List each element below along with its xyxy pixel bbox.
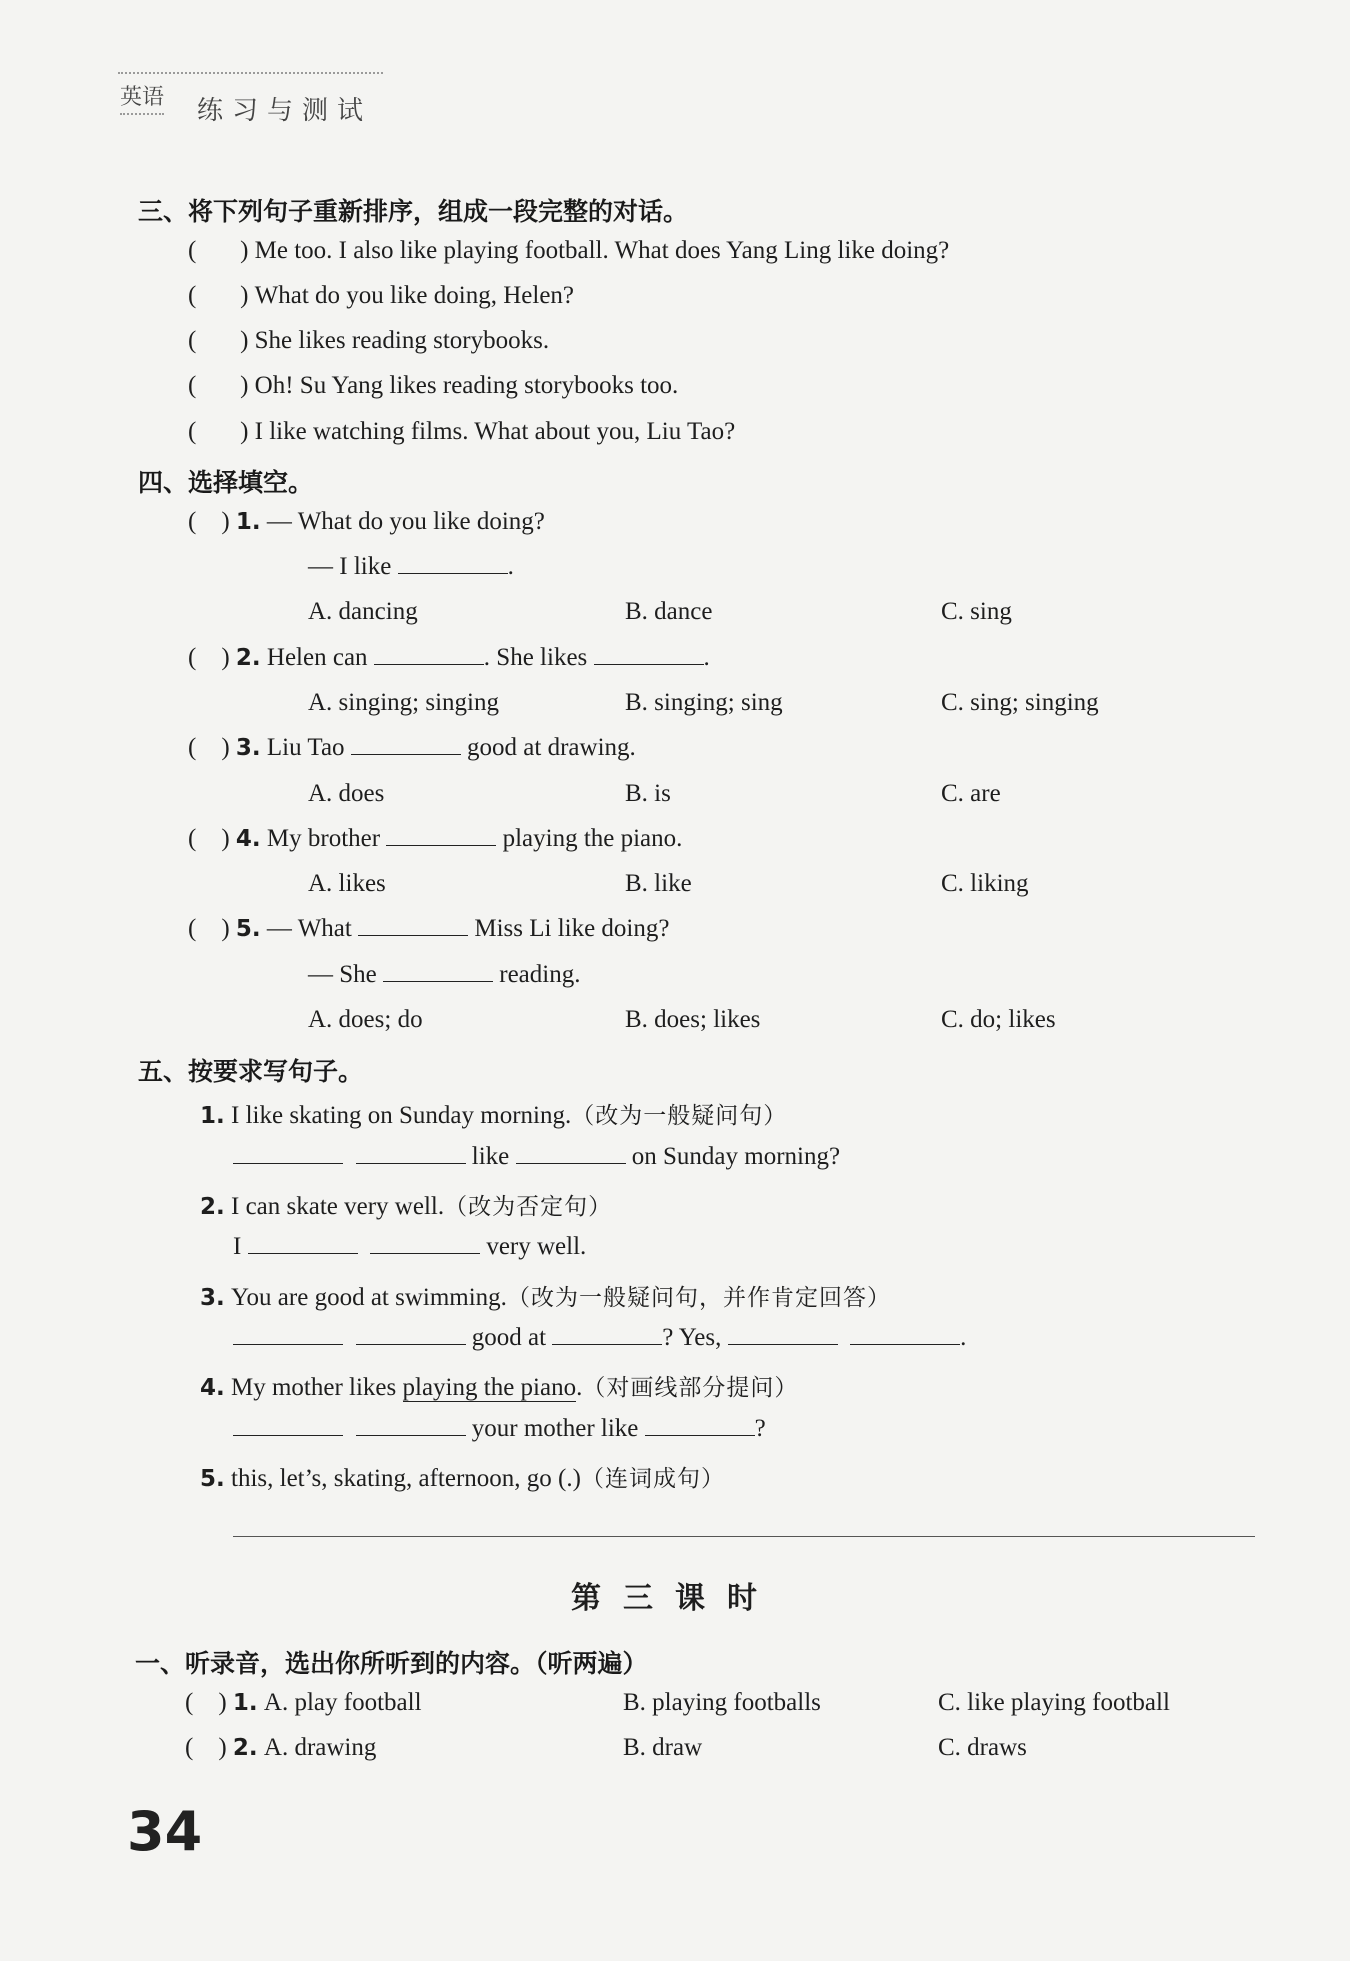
section1-q1 [185,1689,422,1717]
question-text: You are good at swimming. [231,1284,507,1311]
fill-blank[interactable] [351,734,461,755]
answer-bracket[interactable]: ( ) [185,1689,227,1716]
instruction-hint: （改为否定句） [444,1194,613,1220]
section4-q1 [188,508,545,536]
answer-text: I [233,1233,242,1260]
section5-q1-answer [233,1143,840,1171]
header-dotted-rule [118,72,383,74]
answer-text: ? [754,1415,766,1442]
fill-blank[interactable] [645,1415,755,1436]
question-text: playing the piano. [502,825,683,852]
answer-text: your mother like [471,1415,639,1442]
section3-line-5 [188,418,735,446]
question-text: . She likes [483,644,588,671]
fill-blank[interactable] [370,1233,480,1254]
question-text: — What do you like doing? [266,508,545,535]
answer-bracket[interactable]: ( ) [188,734,230,761]
section4-q4 [188,825,682,853]
answer-line[interactable] [233,1536,1255,1537]
question-text: . [576,1374,583,1401]
option-b: B. is [625,780,671,807]
section5-q2-answer [233,1233,586,1261]
option-b: B. dance [625,598,713,625]
question-text: — What [266,915,352,942]
option-b: B. playing footballs [623,1689,821,1716]
option-a: A. play football [263,1689,422,1716]
lesson-title: 第三课时 [571,1581,779,1616]
question-text: . [703,644,710,671]
answer-text: ? Yes, [662,1324,722,1351]
question-number: 5. [200,1466,225,1492]
question-number: 1. [235,509,261,535]
fill-blank[interactable] [233,1143,343,1164]
fill-blank[interactable] [383,961,493,982]
section3-line-4 [188,372,678,400]
dialogue-sentence: Me too. I also like playing football. What does Yang Ling like doing? [254,237,950,264]
dialogue-sentence: I like watching films. What about you, Liu Tao? [254,418,736,445]
option-c: C. do; likes [941,1006,1056,1033]
question-text: . [507,553,514,580]
answer-text: very well. [486,1233,587,1260]
option-c: C. draws [938,1734,1027,1761]
answer-text: like [471,1143,510,1170]
fill-blank[interactable] [728,1324,838,1345]
answer-bracket[interactable]: ( ) [188,644,230,671]
option-a: A. does; do [308,1006,423,1033]
fill-blank[interactable] [233,1324,343,1345]
answer-bracket[interactable]: ( ) [188,915,230,942]
section5-q5 [200,1460,725,1493]
question-number: 3. [235,735,261,761]
question-number: 1. [232,1690,258,1716]
answer-bracket[interactable]: ( ) [188,508,230,535]
fill-blank[interactable] [356,1415,466,1436]
question-number: 4. [235,826,261,852]
option-b: B. draw [623,1734,703,1761]
answer-bracket[interactable]: ( ) [188,327,249,354]
question-text: — I like [308,553,392,580]
question-text: Liu Tao [266,734,345,761]
option-c: C. liking [941,870,1029,897]
option-c: C. sing [941,598,1012,625]
option-b: B. like [625,870,692,897]
section5-q4-answer [233,1415,766,1443]
question-text: Helen can [266,644,368,671]
question-number: 1. [200,1103,225,1129]
section5-q1 [200,1097,787,1130]
section3-line-2 [188,282,574,310]
question-number: 5. [235,916,261,942]
question-number: 2. [232,1735,258,1761]
section4-q3 [188,734,636,762]
section1-q2 [185,1734,376,1762]
page-number: 34 [127,1800,203,1863]
question-number: 3. [200,1285,225,1311]
fill-blank[interactable] [233,1415,343,1436]
fill-blank[interactable] [516,1143,626,1164]
question-number: 2. [200,1194,225,1220]
section3-line-3 [188,327,549,355]
question-text: Miss Li like doing? [474,915,670,942]
fill-blank[interactable] [358,915,468,936]
underlined-phrase: playing the piano [402,1374,577,1401]
question-text: this, let’s, skating, afternoon, go (.) [231,1465,581,1492]
section5-q4 [200,1369,798,1402]
section5-title: 五、按要求写句子。 [138,1057,364,1086]
option-c: C. are [941,780,1001,807]
fill-blank[interactable] [374,644,484,665]
section4-q5 [188,915,669,943]
fill-blank[interactable] [398,553,508,574]
answer-bracket[interactable]: ( ) [188,372,249,399]
answer-bracket[interactable]: ( ) [185,1734,227,1761]
section5-q2 [200,1188,612,1221]
dialogue-sentence: Oh! Su Yang likes reading storybooks too. [254,372,679,399]
option-b: B. singing; sing [625,689,783,716]
section4-q5-line2 [308,961,580,989]
fill-blank[interactable] [248,1233,358,1254]
instruction-hint: （改为一般疑问句） [571,1103,788,1129]
question-number: 4. [200,1375,225,1401]
answer-bracket[interactable]: ( ) [188,282,249,309]
question-text: reading. [499,961,581,988]
fill-blank[interactable] [386,825,496,846]
answer-bracket[interactable]: ( ) [188,237,249,264]
dialogue-sentence: She likes reading storybooks. [254,327,550,354]
option-a: A. drawing [263,1734,377,1761]
section1-title: 一、听录音，选出你所听到的内容。（听两遍） [135,1649,648,1678]
section3-line-1 [188,237,949,265]
fill-blank[interactable] [356,1324,466,1345]
header-book-title: 练习与测试 [197,96,373,126]
answer-bracket[interactable]: ( ) [188,418,249,445]
question-text: I like skating on Sunday morning. [231,1102,572,1129]
answer-bracket[interactable]: ( ) [188,825,230,852]
question-text: I can skate very well. [231,1193,445,1220]
fill-blank[interactable] [594,644,704,665]
instruction-hint: （改为一般疑问句，并作肯定回答） [506,1285,891,1311]
section4-title: 四、选择填空。 [138,468,314,497]
instruction-hint: （对画线部分提问） [582,1375,799,1401]
section3-title: 三、将下列句子重新排序，组成一段完整的对话。 [138,197,689,226]
option-a: A. dancing [308,598,418,625]
option-c: C. like playing football [938,1689,1170,1716]
dialogue-sentence: What do you like doing, Helen? [254,282,575,309]
section5-q3-answer [233,1324,966,1352]
section5-q3 [200,1279,891,1312]
answer-text: . [960,1324,967,1351]
question-number: 2. [235,645,261,671]
option-a: A. singing; singing [308,689,499,716]
question-text: good at drawing. [467,734,636,761]
fill-blank[interactable] [552,1324,662,1345]
option-b: B. does; likes [625,1006,761,1033]
answer-text: good at [471,1324,547,1351]
option-c: C. sing; singing [941,689,1099,716]
section4-q2 [188,644,710,672]
answer-text: on Sunday morning? [631,1143,841,1170]
section4-q1-line2 [308,553,514,581]
instruction-hint: （连词成句） [580,1466,725,1492]
fill-blank[interactable] [356,1143,466,1164]
option-a: A. likes [308,870,386,897]
question-text: My mother likes [231,1374,403,1401]
question-text: — She [308,961,377,988]
option-a: A. does [308,780,385,807]
question-text: My brother [266,825,381,852]
header-subject: 英语 [120,80,164,115]
fill-blank[interactable] [850,1324,960,1345]
